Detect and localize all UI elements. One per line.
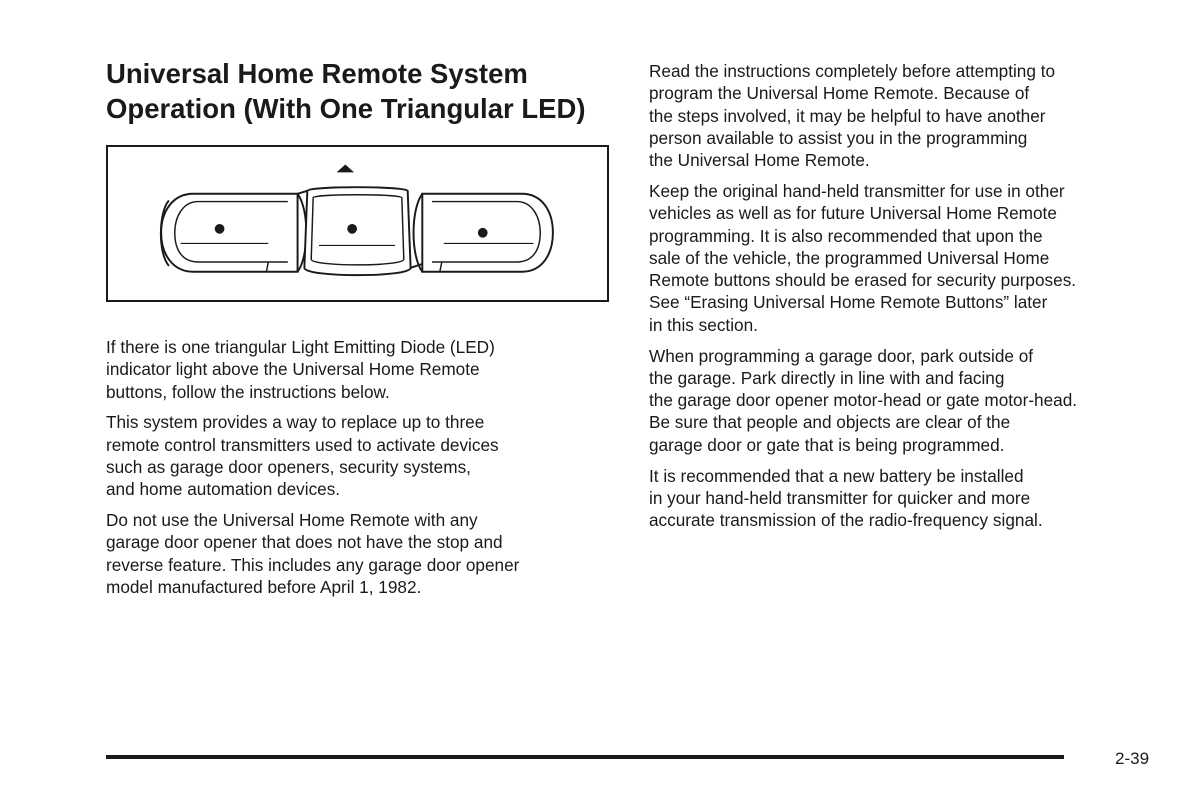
paragraph: Keep the original hand-held transmitter for use in other vehicles as well as for future Universal Home Remote programming. It is also recommended that upon the sale of the vehicle, the programmed Universal Home Remote buttons should be erased for security purposes. See “Erasing Universal Home Remote Buttons” later in this section. xyxy=(649,180,1077,335)
page-title: Universal Home Remote System Operation (With One Triangular LED) xyxy=(106,58,586,124)
paragraph: Do not use the Universal Home Remote with any garage door opener that does not have the stop and reverse feature. This includes any garage door opener model manufactured before April 1, 1982. xyxy=(106,510,520,597)
remote-button-middle xyxy=(298,187,423,275)
paragraph: When programming a garage door, park outside of the garage. Park directly in line with and facing the garage door opener motor-head or gate motor-head. Be sure that people and objects are clear of the garage door or gate that is being programmed. xyxy=(649,345,1078,455)
paragraph: It is recommended that a new battery be installed in your hand-held transmitter for quicker and more accurate transmission of the radio-frequency signal. xyxy=(649,465,1043,531)
left-column xyxy=(106,336,616,607)
remote-button-left xyxy=(161,194,306,272)
paragraph: If there is one triangular Light Emitting Diode (LED) indicator light above the Universal Home Remote buttons, follow the instructions below. xyxy=(106,337,495,402)
footer-divider xyxy=(106,755,1064,759)
button-dot-left xyxy=(215,224,225,234)
paragraph: Read the instructions completely before attempting to program the Universal Home Remote. Because of the steps involved, it may be helpful to have another person available to assist you in the programming the Universal Home Remote. xyxy=(649,61,1056,171)
button-dot-right xyxy=(478,228,488,238)
triangular-led-indicator xyxy=(337,165,355,173)
button-dot-middle xyxy=(347,224,357,234)
page-number: 2-39 xyxy=(1115,749,1150,768)
right-column xyxy=(649,60,1169,540)
paragraph: This system provides a way to replace up to three remote control transmitters used to activate devices such as garage door openers, security systems, and home automation devices. xyxy=(106,412,499,500)
remote-buttons-figure xyxy=(106,145,609,302)
universal-home-remote-buttons-illustration xyxy=(108,147,607,300)
